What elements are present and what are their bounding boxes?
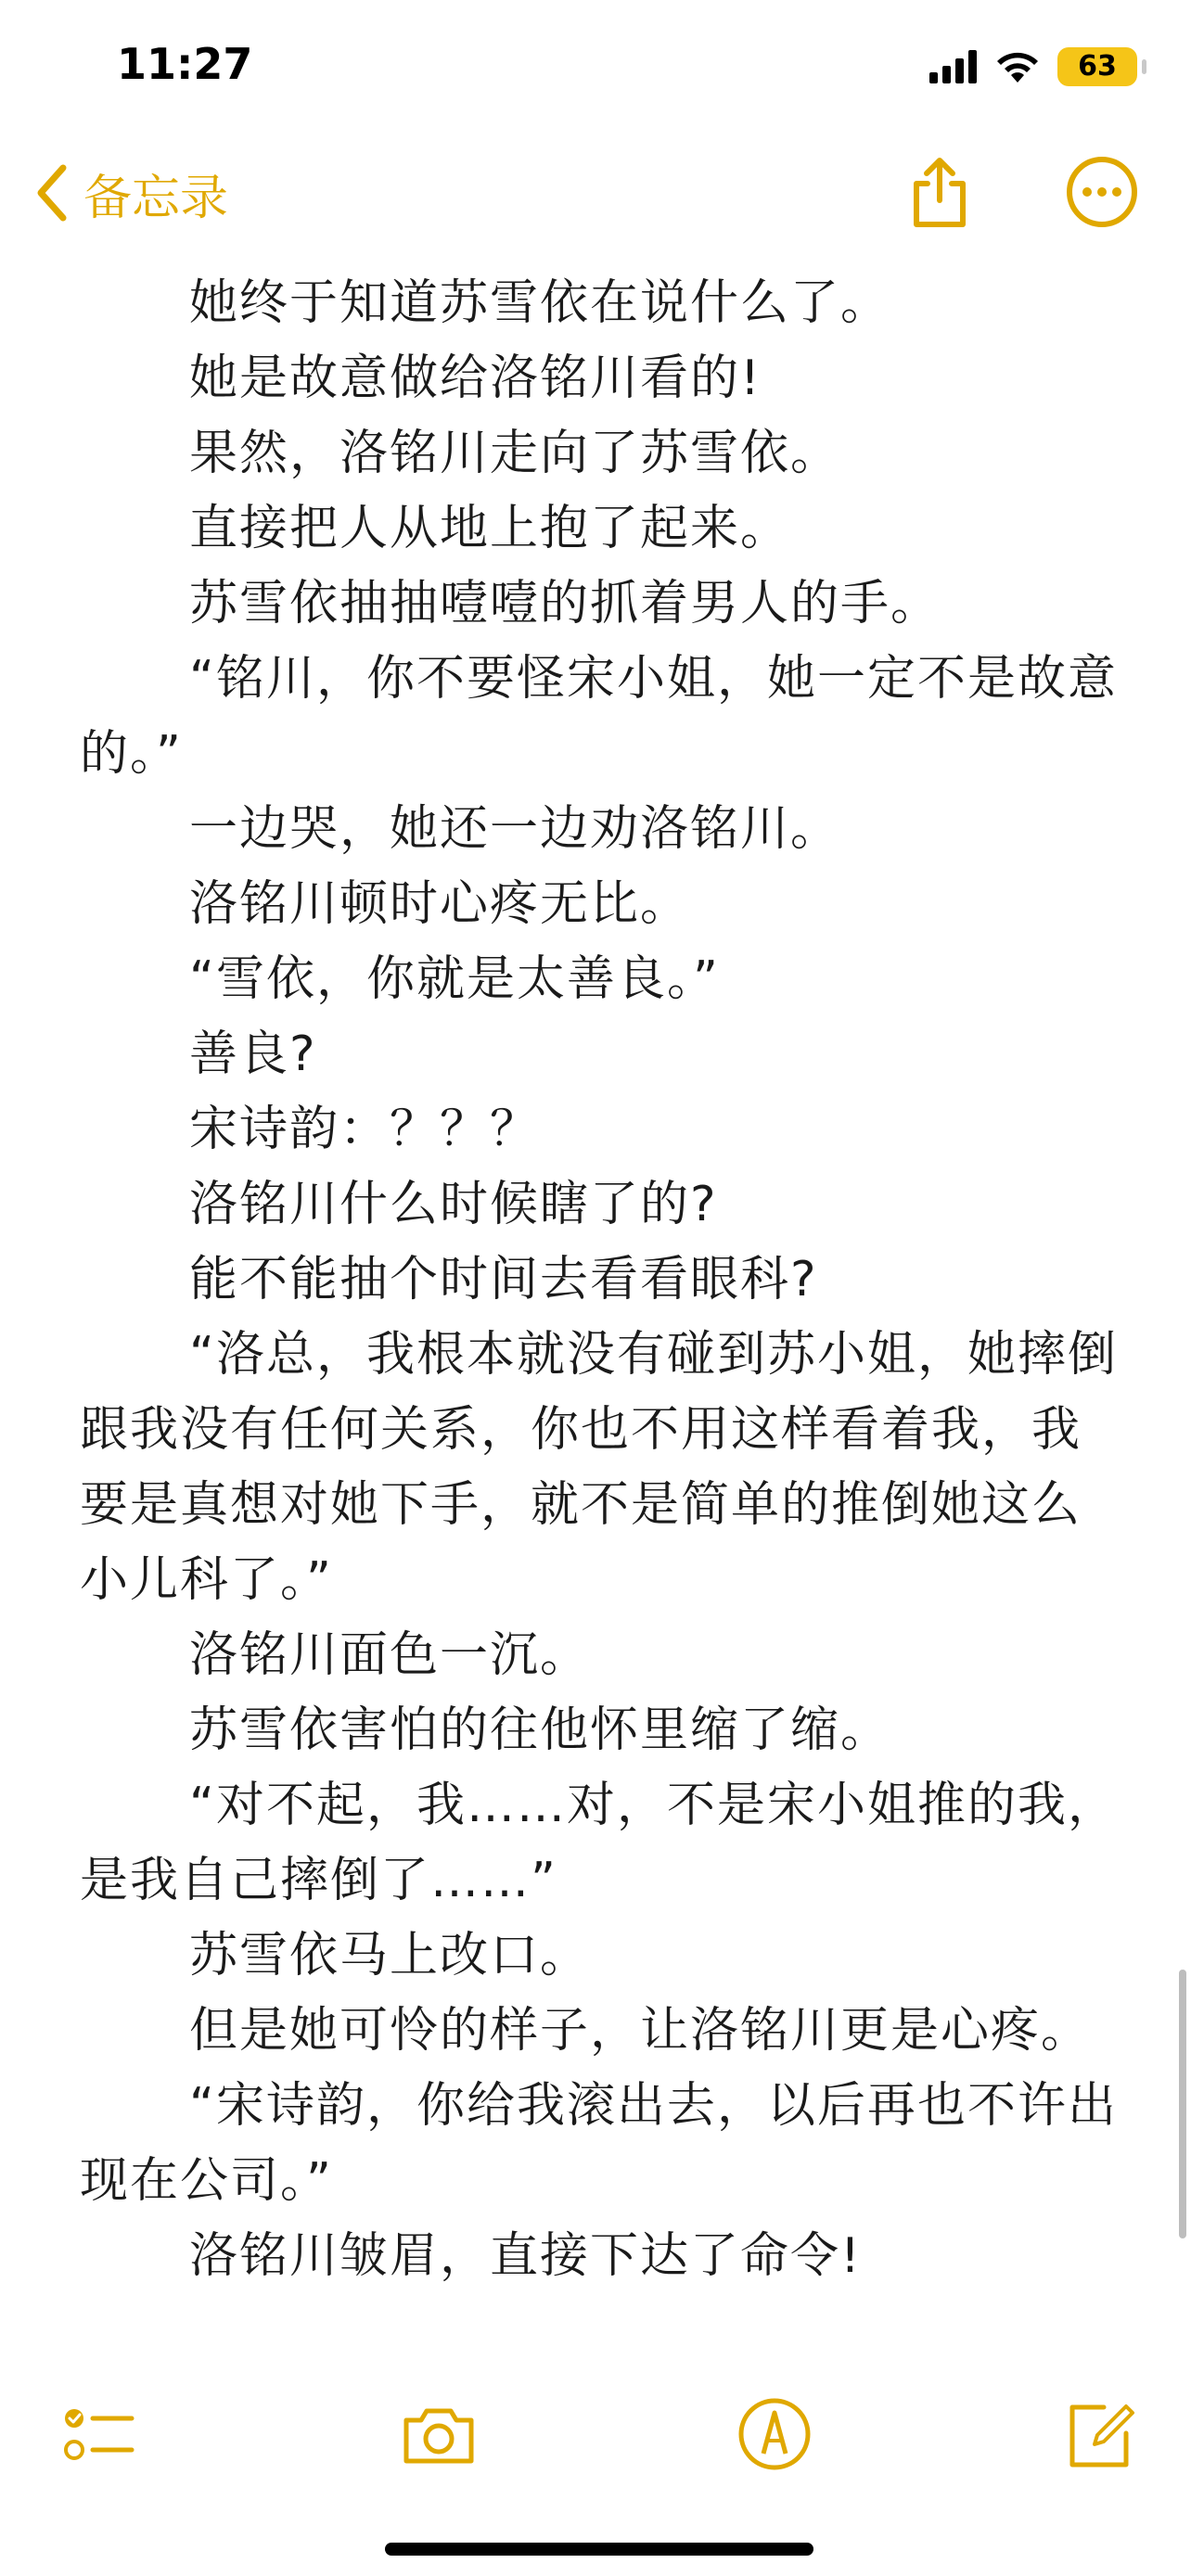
note-paragraph: 洛铭川面色一沉。 bbox=[189, 1627, 591, 1683]
back-label: 备忘录 bbox=[83, 170, 229, 226]
battery-tip bbox=[1142, 59, 1146, 74]
camera-icon[interactable] bbox=[397, 2392, 480, 2476]
chevron-left-icon bbox=[33, 162, 70, 223]
note-paragraph: 果然，洛铭川走向了苏雪依。 bbox=[189, 426, 841, 481]
bottom-toolbar bbox=[0, 2374, 1191, 2494]
checklist-icon[interactable] bbox=[58, 2392, 141, 2476]
more-icon[interactable] bbox=[1062, 152, 1142, 232]
status-icons bbox=[929, 45, 1137, 89]
compose-icon[interactable] bbox=[1057, 2392, 1141, 2476]
scroll-indicator[interactable] bbox=[1179, 1970, 1186, 2238]
note-paragraph: 洛铭川皱眉，直接下达了命令! bbox=[189, 2228, 862, 2284]
battery-indicator bbox=[1057, 47, 1137, 86]
note-paragraph: 宋诗韵：？？？ bbox=[189, 1102, 541, 1157]
note-paragraph: “对不起，我……对，不是宋小姐推的我，是我自己摔倒了……” bbox=[80, 1778, 1118, 1908]
markup-icon[interactable] bbox=[733, 2392, 816, 2476]
note-paragraph: 苏雪依抽抽噎噎的抓着男人的手。 bbox=[189, 576, 941, 631]
battery-level: 63 bbox=[1078, 50, 1117, 83]
note-paragraph: 洛铭川什么时候瞎了的? bbox=[189, 1177, 718, 1232]
note-body[interactable] bbox=[80, 266, 1119, 2294]
back-button[interactable] bbox=[33, 156, 228, 230]
note-paragraph: “雪依，你就是太善良。” bbox=[189, 951, 720, 1007]
status-time: 11:27 bbox=[117, 39, 253, 89]
note-paragraph: “铭川，你不要怪宋小姐，她一定不是故意的。” bbox=[80, 651, 1118, 782]
home-indicator[interactable] bbox=[385, 2543, 813, 2556]
note-paragraph: 苏雪依马上改口。 bbox=[189, 1928, 591, 1983]
cellular-signal-icon bbox=[929, 50, 978, 83]
status-bar bbox=[0, 0, 1191, 139]
note-paragraph: 苏雪依害怕的往他怀里缩了缩。 bbox=[189, 1702, 891, 1758]
note-paragraph: 一边哭，她还一边劝洛铭川。 bbox=[189, 801, 841, 857]
note-paragraph: 善良? bbox=[189, 1027, 317, 1082]
note-paragraph: 洛铭川顿时心疼无比。 bbox=[189, 876, 691, 932]
share-icon[interactable] bbox=[900, 152, 980, 232]
wifi-icon bbox=[994, 49, 1041, 84]
note-paragraph: “宋诗韵，你给我滚出去，以后再也不许出现在公司。” bbox=[80, 2078, 1118, 2209]
note-paragraph: 她终于知道苏雪依在说什么了。 bbox=[189, 275, 891, 331]
note-paragraph: 但是她可怜的样子，让洛铭川更是心疼。 bbox=[189, 2003, 1092, 2059]
note-paragraph: 她是故意做给洛铭川看的! bbox=[189, 351, 762, 406]
note-paragraph: 能不能抽个时间去看看眼科? bbox=[189, 1252, 818, 1307]
note-paragraph: “洛总，我根本就没有碰到苏小姐，她摔倒跟我没有任何关系，你也不用这样看着我，我要是真想对她下手，就不是简单的推倒她这么小儿科了。” bbox=[80, 1327, 1118, 1608]
note-paragraph: 直接把人从地上抱了起来。 bbox=[189, 501, 791, 556]
nav-bar bbox=[0, 139, 1191, 246]
